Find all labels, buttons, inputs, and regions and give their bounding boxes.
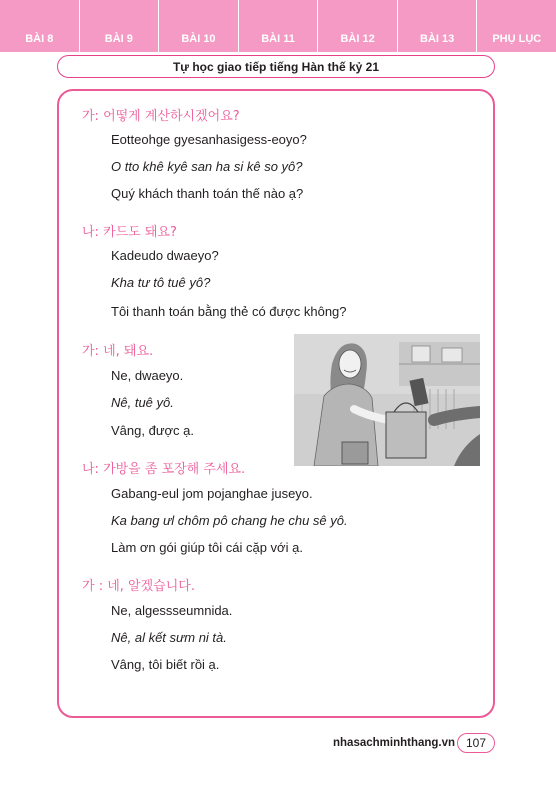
dialogue-2-romanization: Kadeudo dwaeyo? xyxy=(111,248,219,263)
dialogue-1-phonetic: O tto khê kyê san ha si kê so yô? xyxy=(111,159,303,174)
footer-website[interactable]: nhasachminhthang.vn xyxy=(333,737,456,749)
dialogue-1-korean: 가: 어떻게 계산하시겠어요? xyxy=(82,109,240,124)
dialogue-1-romanization: Eotteohge gyesanhasigess-eoyo? xyxy=(111,132,307,147)
lesson-tabs xyxy=(0,0,556,52)
shopping-scene-image xyxy=(294,334,480,466)
shop-illustration xyxy=(294,334,480,466)
tab-lesson-9[interactable]: BÀI 9 xyxy=(80,0,160,52)
dialogue-2-translation: Tôi thanh toán bằng thẻ có được không? xyxy=(111,304,347,319)
dialogue-4-romanization: Gabang-eul jom pojanghae juseyo. xyxy=(111,486,313,501)
dialogue-3-phonetic: Nê, tuê yô. xyxy=(111,395,174,410)
dialogue-4-phonetic: Ka bang ưl chôm pô chang he chu sê yô. xyxy=(111,513,348,528)
tab-lesson-8[interactable]: BÀI 8 xyxy=(0,0,80,52)
dialogue-3-translation: Vâng, được ạ. xyxy=(111,423,194,438)
tab-lesson-10[interactable]: BÀI 10 xyxy=(159,0,239,52)
dialogue-5-translation: Vâng, tôi biết rồi ạ. xyxy=(111,657,220,672)
book-title: Tự học giao tiếp tiếng Hàn thế kỷ 21 xyxy=(57,55,495,78)
page-number: 107 xyxy=(457,733,495,753)
tab-lesson-13[interactable]: BÀI 13 xyxy=(398,0,478,52)
dialogue-1-translation: Quý khách thanh toán thế nào ạ? xyxy=(111,186,304,201)
dialogue-3-korean: 가: 네, 돼요. xyxy=(82,344,154,359)
tab-lesson-12[interactable]: BÀI 12 xyxy=(318,0,398,52)
dialogue-2-phonetic: Kha tư tô tuê yô? xyxy=(111,275,211,290)
dialogue-5-phonetic: Nê, al kết sưm ni tà. xyxy=(111,630,227,645)
tab-lesson-11[interactable]: BÀI 11 xyxy=(239,0,319,52)
dialogue-4-translation: Làm ơn gói giúp tôi cái cặp với ạ. xyxy=(111,540,303,555)
dialogue-3-romanization: Ne, dwaeyo. xyxy=(111,368,184,383)
dialogue-5-korean: 가 : 네, 알겠습니다. xyxy=(82,579,195,594)
dialogue-4-korean: 나: 가방을 좀 포장해 주세요. xyxy=(82,462,246,477)
tab-appendix[interactable]: PHỤ LỤC xyxy=(492,33,542,45)
dialogue-2-korean: 나: 카드도 돼요? xyxy=(82,225,177,240)
dialogue-5-romanization: Ne, algessseumnida. xyxy=(111,603,233,618)
